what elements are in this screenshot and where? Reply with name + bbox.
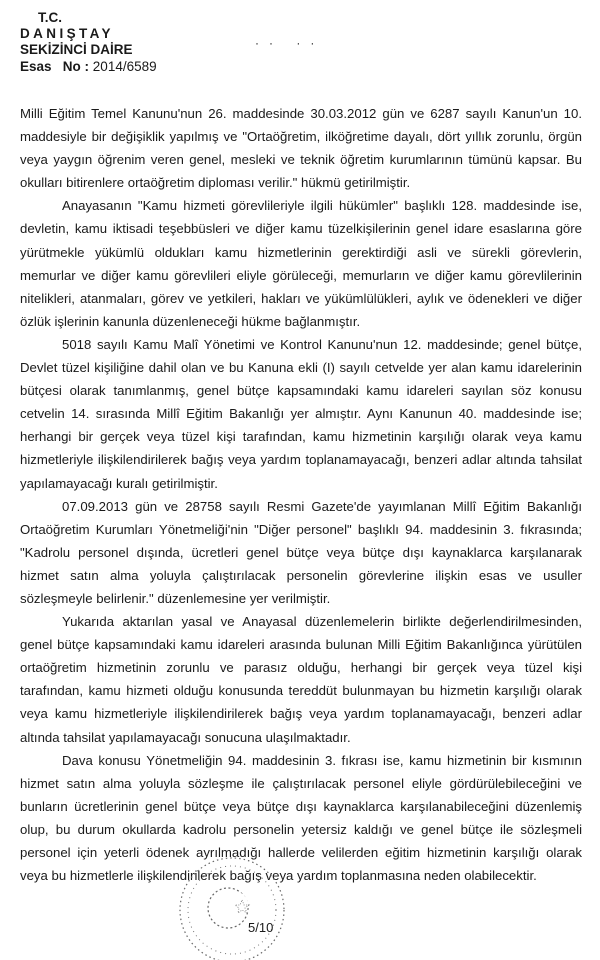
- text-line: Anayasanın "Kamu hizmeti görevlileriyle ilgili hükümler" başlıklı 128. maddesinde ise,: [62, 198, 582, 214]
- paragraph: [20, 333, 582, 495]
- paragraph: [20, 495, 582, 610]
- text-line: yapılamayacağı kuralı getirilmiştir.: [20, 475, 218, 491]
- header-court: DANIŞTAY: [20, 26, 114, 41]
- paragraph: [20, 102, 582, 194]
- paragraph: [20, 610, 582, 749]
- text-line: Dava konusu Yönetmeliğin 94. maddesinin 3. fıkrası ise, kamu hizmetinin bir kısmının: [62, 752, 582, 768]
- paragraph: [20, 194, 582, 333]
- text-line: cetvelin 14. sırasında Millî Eğitim Bakanlığı yer almıştır. Aynı Kanunun 40. maddesinde ise;: [20, 406, 582, 422]
- case-number-label: Esas No :: [20, 59, 90, 74]
- text-line: veya yaygın öğrenim veren genel, mesleki ve teknik öğretim kurumlarının tümünü kapsar. Bu: [20, 152, 582, 168]
- header-chamber: SEKİZİNCİ DAİRE: [20, 42, 133, 57]
- document-body: [20, 102, 582, 887]
- text-line: Ortaöğretim Kurumları Yönetmeliği'nin "Diğer personel" başlıklı 94. maddesinin 3. fıkrasında;: [20, 521, 582, 537]
- text-line: memurlar ve diğer kamu görevlileri eliyle görüleceği, memurların ve diğer kamu görevlilerinin: [20, 267, 582, 283]
- text-line: hizmet satın alma yoluyla çalıştırılacak personelin görevlerine ilişkin esas ve usuller: [20, 567, 582, 583]
- text-line: yürütmekle yükümlü oldukları kamu hizmetlerinin gerektirdiği asli ve sürekli görevlerin,: [20, 244, 582, 260]
- text-line: Devlet tüzel kişiliğine dahil olan ve bu Kanuna ekli (I) sayılı cetvelde yer alan kamu idarelerinin: [20, 360, 582, 376]
- text-line: tarafından, kamu hizmeti olduğu konusunda tereddüt bulunmayan bu hizmetin karşılığı olarak: [20, 683, 582, 699]
- text-line: "Kadrolu personel dışında, ücretleri genel bütçe veya bütçe dışı kaynaklarca karşılanarak: [20, 544, 582, 560]
- text-line: sözleşmeyle belirlenir." düzenlemesine yer verilmiştir.: [20, 590, 331, 606]
- text-line: herhangi bir gerçek veya tüzel kişi tarafından, kamu hizmetinin karşılığı olarak veya kamu: [20, 429, 582, 445]
- text-line: hizmet satın alma yoluyla sözleşme ile çalıştırılacak personel eliyle gördürülebileceğini ve: [20, 775, 582, 791]
- text-line: altında tahsilat yapılamayacağı sonucuna ulaşılmaktadır.: [20, 729, 351, 745]
- court-seal-stamp: [170, 850, 300, 960]
- paragraph: [20, 749, 582, 888]
- text-line: nitelikleri, atanmaları, görev ve yetkileri, hakları ve yükümlülükleri, aylık ve ödenekleri ve diğer: [20, 290, 582, 306]
- text-line: özlük işlerinin kanunla düzenleneceği hükme bağlanmıştır.: [20, 313, 361, 329]
- text-line: maddesiyle bir değişiklik yapılmış ve "Ortaöğretim, ilköğretime dayalı, dört yıllık zorunlu, örgün: [20, 129, 582, 145]
- text-line: ortaöğretim hizmetinin zorunlu ve parasız olduğu, herhangi bir gerçek veya tüzel kişi: [20, 660, 582, 676]
- header-tc: T.C.: [38, 10, 63, 25]
- text-line: personel için yeterli ödenek ayrılmadığı hallerde velilerden eğitim hizmetinin karşılığı olarak: [20, 845, 582, 860]
- text-line: veya kamu hizmetleriyle ilişkilendirilerek bağış veya yardım toplanamayacağı, benzeri adlar: [20, 706, 582, 722]
- text-line: veya bu hizmetlerle ilişkilendirilerek bağış veya yardım toplanmasına neden olabilecektir.: [20, 868, 537, 884]
- text-line: 5018 sayılı Kamu Malî Yönetimi ve Kontrol Kanunu'nun 12. maddesinde; genel bütçe,: [62, 336, 582, 352]
- page-number: 5/10: [248, 920, 274, 935]
- text-line: Yukarıda aktarılan yasal ve Anayasal düzenlemelerin birlikte değerlendirilmesinden,: [62, 614, 582, 630]
- text-line: Milli Eğitim Temel Kanunu'nun 26. maddesinde 30.03.2012 gün ve 6287 sayılı Kanun'un 10.: [20, 106, 582, 121]
- text-line: okulları bitirenlere ortaöğretim diploması verilir." hükmü getirilmiştir.: [20, 175, 411, 191]
- text-line: genel bütçe kapsamındaki kamu idareleri arasında bulunan Milli Eğitim Bakanlığınca yürütülen: [20, 637, 582, 653]
- text-line: bütçesi olarak tanımlanmış, genel bütçe kapsamındaki kamu idareleri sayılan söz konusu: [20, 383, 582, 399]
- case-number-value: 2014/6589: [92, 59, 157, 74]
- text-line: hizmetleriyle ilişkilendirilerek bağış veya yardım toplanamayacağı, benzeri adlar altında tahsilat: [20, 452, 582, 468]
- text-line: bunların ücretlerinin genel bütçe veya bütçe dışı kaynaklarca karşılanabileceğini düzenlemiş: [20, 798, 582, 814]
- scan-dots: · · · ·: [255, 36, 315, 50]
- header-case-number: [20, 59, 157, 75]
- text-line: olup, bu durum okullarda kadrolu personelin yetersiz kaldığı ve genel bütçe ile sözleşmeli: [20, 821, 582, 837]
- text-line: devletin, kamu iktisadi teşebbüsleri ve diğer kamu tüzelkişilerinin genel idare esaslarına göre: [20, 221, 582, 237]
- text-line: 07.09.2013 gün ve 28758 sayılı Resmi Gazete'de yayımlanan Millî Eğitim Bakanlığı: [62, 498, 582, 514]
